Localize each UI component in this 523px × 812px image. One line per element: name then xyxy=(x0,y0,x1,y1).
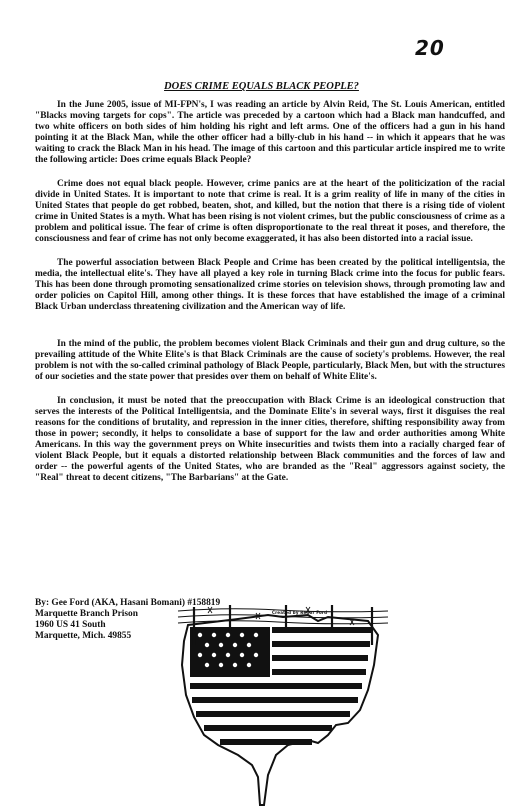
drawing-credit: Created by Renor Ford xyxy=(272,610,328,615)
article-title: DOES CRIME EQUALS BLACK PEOPLE? xyxy=(164,81,359,92)
prison-name: Marquette Branch Prison xyxy=(35,609,138,619)
city-address: Marquette, Mich. 49855 xyxy=(35,631,132,641)
paragraph-association: The powerful association between Black People and Crime has been created by the political intelligentsia, the media, the intellectual elite's. They have all played a key role in turning Black crime into the focus for public fears. This has been done through promoting sensationalized crime stories on television shows, through promoting law and order policies on Capitol Hill, among other things. It is these forces that have established the image of a criminal Black Urban underclass threatening civilization and the American way of life. xyxy=(35,258,505,312)
paragraph-public-mind: In the mind of the public, the problem becomes violent Black Criminals and their gun and drug culture, so the prevailing attitude of the White Elite's is that Black Criminals are the cause of society's problems. However, the real problem is not with the so-called criminal pathology of Black People, particularly, Black Men, but with the structures of our societies and the state power that presides over them on behalf of White Elite's. xyxy=(35,339,505,382)
street-address: 1960 US 41 South xyxy=(35,620,106,630)
page-number: 20 xyxy=(415,36,445,60)
us-map-flag-barbed-wire-drawing-icon xyxy=(168,605,398,810)
article-body xyxy=(35,100,505,497)
paragraph-crime: Crime does not equal black people. However, crime panics are at the heart of the politicization of the racial divide in United States. It is important to note that crime is real. It is a grim reality of life in many of the cities in United States that people do get robbed, beaten, shot, and killed, but the notion that there is a rising tide of violent crime in United States is a myth. What has been rising is not violent crimes, but the public consciousness of crime as a problem and political issue. The fear of crime is often disproportionate to the real threat it poses, and therefore, the consciousness and fear of crime has not only become exaggerated, it has also been distorted into a racial issue. xyxy=(35,179,505,244)
paragraph-conclusion: In conclusion, it must be noted that the preoccupation with Black Crime is an ideological construction that serves the interests of the Political Intelligentsia, and the Dominate Elite's in several ways, first it disguises the real reasons for the conditions of brutality, and repression in the inner cities, therefore, shifting responsibility away from those in power; secondly, it helps to consolidate a base of support for the law and order authorities among White Americans. In this way the government preys on White insecurities and twists them into a racially charged fear of violent Black People, but it equals a distorted relationship between Black communities and the forces of law and order -- the powerful agents of the United States, who are branded as the "Real" aggressors against society, the "Real" threat to decent citizens, "The Barbarians" at the Gate. xyxy=(35,396,505,483)
author-name: By: Gee Ford (AKA, Hasani Bomani) #158819 xyxy=(35,598,221,608)
paragraph-intro: In the June 2005, issue of MI-FPN's, I was reading an article by Alvin Reid, The St. Louis American, entitled "Blacks moving targets for cops". The article was preceded by a cartoon which had a Black man handcuffed, and two white officers on both sides of him holding his right and left arms. One of the officers had a gun in his hand pointing it at the Black Man, while the other officer had a billy-club in his hand -- in which it appears that he was waiting to crack the Black Man in his head. The image of this cartoon and this particular article inspired me to write the following article: Does crime equals Black People? xyxy=(35,100,505,165)
